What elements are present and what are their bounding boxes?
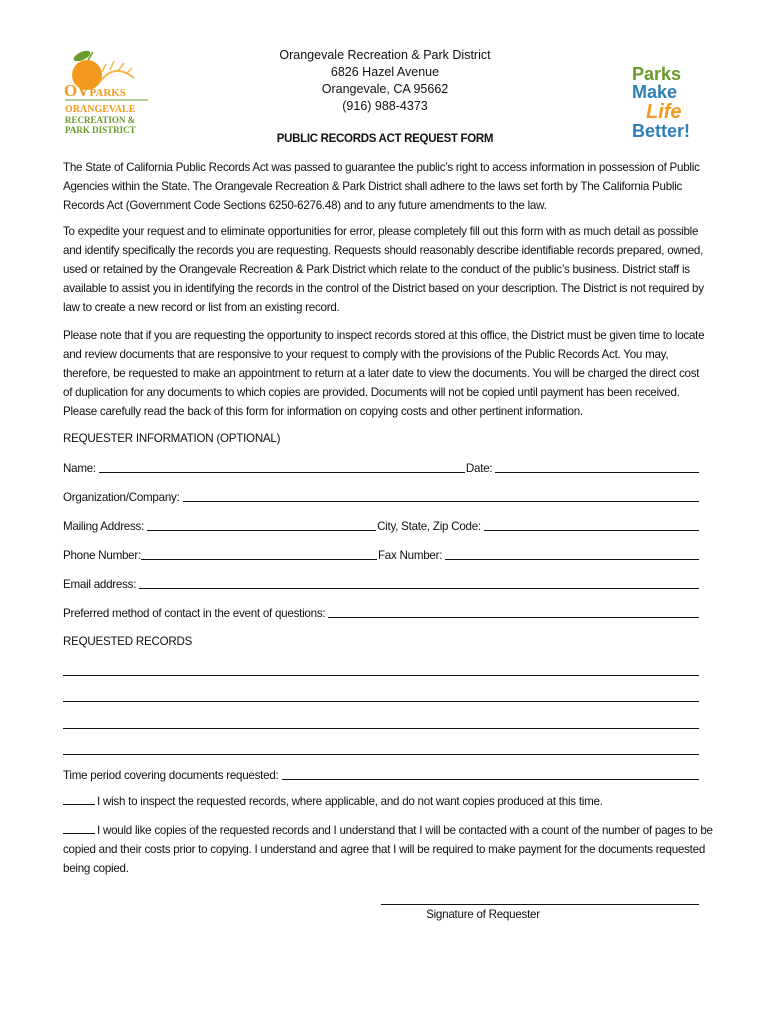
name-label: Name: (63, 462, 96, 475)
logo-line-1: ORANGEVALE (65, 104, 136, 115)
records-section-title: REQUESTED RECORDS (63, 635, 193, 648)
form-title: PUBLIC RECORDS ACT REQUEST FORM (276, 133, 494, 145)
organization-row (63, 488, 699, 504)
date-label: Date: (465, 462, 493, 475)
logo-brand-text: OVPARKS (64, 81, 126, 100)
phone-number: (916) 988-4373 (342, 99, 428, 113)
contact-method-row (63, 604, 699, 620)
inspection-note-paragraph: Please note that if you are requesting the opportunity to inspect records stored at this office, the District must be given time to locate and review documents that are responsive to your request to comply with the provisions of the Public Records Act. You may, therefore, be requested to make an appointment to return at a later date to view the documents. You will be charged the direct cost of duplication for any documents to which copies are provided. Documents will not be copied until payment has been received. Please carefully read the back of this form for information on copying costs and other pertinent information. (63, 329, 705, 418)
slogan-word-2: Make (632, 82, 678, 102)
inspect-option (63, 792, 713, 811)
email-field[interactable] (139, 576, 699, 589)
mailing-label: Mailing Address: (63, 520, 145, 533)
records-line-1[interactable] (63, 675, 699, 676)
inspect-checkbox[interactable] (63, 793, 95, 805)
email-row (63, 575, 699, 591)
records-line-2[interactable] (63, 701, 699, 702)
copies-checkbox[interactable] (63, 822, 95, 834)
organization-field[interactable] (183, 489, 699, 502)
time-period-row (63, 766, 699, 782)
org-name: Orangevale Recreation & Park District (279, 48, 491, 62)
date-field[interactable] (495, 460, 699, 473)
mailing-field[interactable] (147, 518, 376, 531)
logo-line-3: PARK DISTRICT (65, 125, 136, 135)
slogan-word-3: Life (646, 101, 682, 123)
instructions-paragraph: To expedite your request and to eliminate opportunities for error, please completely fill out this form with as much detail as possible and identify specifically the records you are requesting. Requests should reasonably describe identifiable records prepared, owned, used or retained by the Orangevale Recreation & Park District which relate to the conduct of the public’s business. District staff is available to assist you in identifying the records in the control of the District based on your description. The District is not required by law to create a new record or list from an existing record. (63, 225, 704, 314)
intro-paragraph: The State of California Public Records Act was passed to guarantee the public’s right to access information in possession of Public Agencies within the State. The Orangevale Recreation & Park District shall adhere to the laws set forth by The California Public Records Act (Government Code Sections 6250-6276.48) and to any future amendments to the law. (63, 161, 700, 212)
time-period-field[interactable] (282, 767, 699, 780)
contact-method-field[interactable] (328, 605, 699, 618)
name-field[interactable] (99, 460, 465, 473)
fax-label: Fax Number: (377, 549, 443, 562)
email-label: Email address: (63, 578, 137, 591)
phone-label: Phone Number: (63, 549, 141, 562)
phone-field[interactable] (141, 547, 377, 560)
ovparks-logo (62, 42, 154, 138)
fax-field[interactable] (445, 547, 699, 560)
records-line-4[interactable] (63, 754, 699, 755)
city-field[interactable] (484, 518, 699, 531)
city-address: Orangevale, CA 95662 (321, 82, 449, 96)
parks-make-life-better-logo (630, 62, 710, 142)
mailing-row (63, 517, 699, 533)
copies-option (63, 821, 713, 878)
phone-row (63, 546, 699, 562)
logo-line-2: RECREATION & (65, 115, 136, 125)
street-address: 6826 Hazel Avenue (330, 65, 440, 79)
signature-label: Signature of Requester (426, 908, 540, 921)
time-period-label: Time period covering documents requested: (63, 769, 279, 782)
signature-field[interactable] (381, 904, 699, 905)
organization-label: Organization/Company: (63, 491, 180, 504)
contact-method-label: Preferred method of contact in the event of questions: (63, 607, 326, 620)
slogan-word-4: Better! (632, 121, 691, 141)
slogan-word-1: Parks (632, 64, 682, 84)
inspect-option-text: I wish to inspect the requested records, where applicable, and do not want copies produced at this time. (97, 795, 603, 808)
copies-option-text: I would like copies of the requested records and I understand that I will be contacted with a count of the number of pages to be copied and their costs prior to copying. I understand and agree that I will be required to make payment for the documents requested being copied. (63, 824, 713, 875)
address-block (240, 47, 530, 115)
city-label: City, State, Zip Code: (377, 520, 481, 533)
name-date-row (63, 459, 699, 475)
requester-section-title: REQUESTER INFORMATION (OPTIONAL) (63, 432, 281, 445)
records-line-3[interactable] (63, 728, 699, 729)
